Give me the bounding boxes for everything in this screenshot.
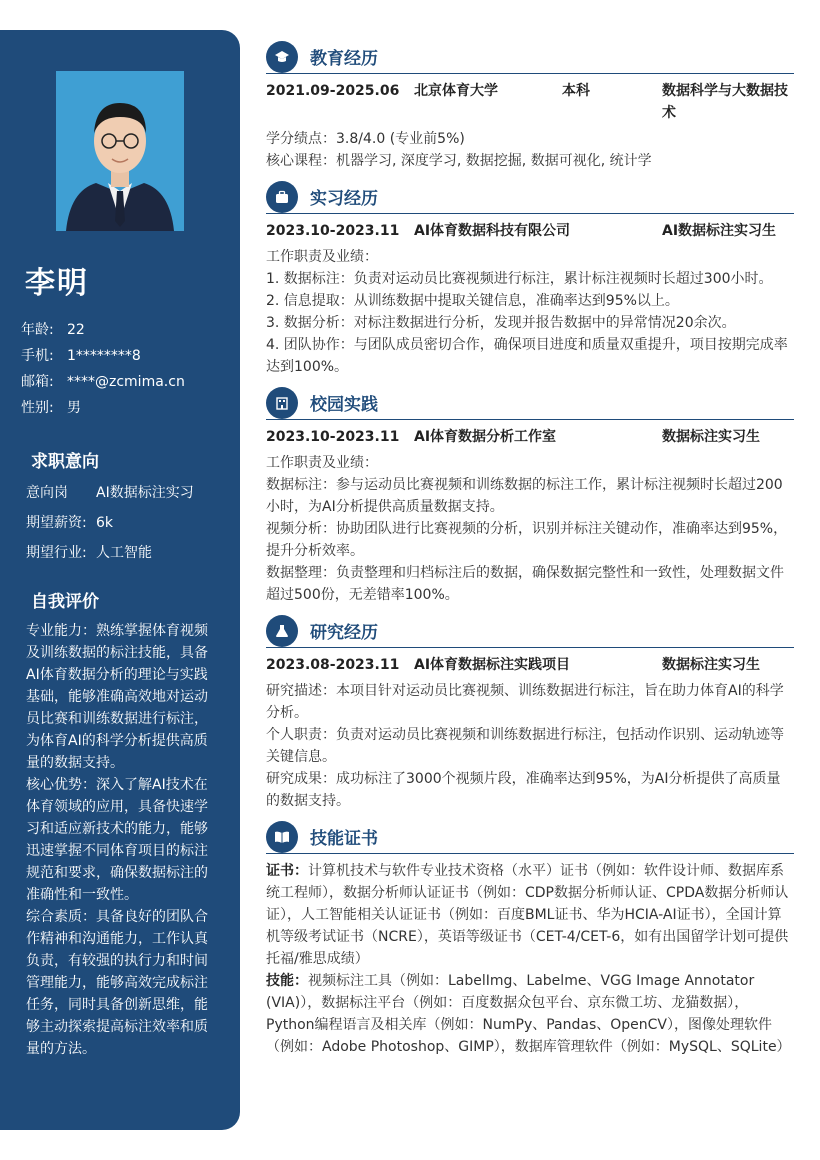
candidate-name: 李明 — [25, 266, 89, 301]
research-section — [266, 614, 794, 812]
basic-info — [21, 320, 185, 424]
main-content — [266, 40, 794, 1058]
job-intent — [26, 483, 194, 573]
info-age: 年龄: 22 — [21, 322, 85, 338]
intent-heading: 求职意向 — [31, 452, 99, 472]
section-title: 校园实践 — [310, 395, 378, 415]
self-eval-paragraph: 综合素质：具备良好的团队合作精神和沟通能力，工作认真负责，有较强的执行力和时间管理能力，能够高效完成标注任务，同时具备创新思维，能够主动探索提高标注效率和质量的方法。 — [26, 909, 208, 1057]
skills-details — [266, 860, 794, 1058]
education-meta: 2021.09-2025.06 北京体育大学 本科 数据科学与大数据技术 — [266, 83, 788, 121]
internship-details: 工作职责及业绩： 1. 数据标注：负责对运动员比赛视频进行标注，累计标注视频时长超过300小时。 2. 信息提取：从训练数据中提取关键信息，准确率达到95%以上。 3. 数据分析：对标注数据进行分析，发现并报告数据中的异常情况20余次。 4. 团队协作：与团队成员密切合作，确保项目进度和质量双重提升，项目按期完成率达到100%。 — [266, 249, 788, 375]
section-header — [266, 180, 794, 214]
section-title: 教育经历 — [310, 49, 378, 69]
campus-meta: 2023.10-2023.11 AI体育数据分析工作室 数据标注实习生 — [266, 429, 760, 445]
section-title: 研究经历 — [310, 623, 378, 643]
sidebar — [0, 30, 240, 1130]
section-title: 实习经历 — [310, 189, 378, 209]
research-meta: 2023.08-2023.11 AI体育数据标注实践项目 数据标注实习生 — [266, 657, 760, 673]
graduation-cap-icon — [266, 41, 298, 73]
self-eval-paragraph: 核心优势：深入了解AI技术在体育领域的应用，具备快速学习和适应新技术的能力，能够迅速掌握不同体育项目的标注规范和要求，确保数据标注的准确性和一致性。 — [26, 777, 208, 903]
skills-section — [266, 820, 794, 1058]
education-section — [266, 40, 794, 172]
self-evaluation — [26, 620, 218, 1060]
self-eval-paragraph: 专业能力：熟练掌握体育视频及训练数据的标注技能，具备AI体育数据分析的理论与实践基础，能够准确高效地对运动员比赛和训练数据进行标注，为体育AI的科学分析提供高质量的数据支持。 — [26, 623, 208, 771]
section-header — [266, 386, 794, 420]
info-phone: 手机: 1********8 — [21, 348, 141, 364]
section-header — [266, 614, 794, 648]
campus-details: 工作职责及业绩： 数据标注：参与运动员比赛视频和训练数据的标注工作，累计标注视频时长超过200小时，为AI分析提供高质量数据支持。 视频分析：协助团队进行比赛视频的分析，识别并标注关键动作，准确率达到95%，提升分析效率。 数据整理：负责整理和归档标注后的数据，确保数据完整性和一致性，处理数据文件超过500份，无差错率100%。 — [266, 455, 788, 603]
building-icon — [266, 387, 298, 419]
profile-photo — [56, 71, 184, 231]
section-header — [266, 820, 794, 854]
research-details: 研究描述：本项目针对运动员比赛视频、训练数据进行标注，旨在助力体育AI的科学分析。 个人职责：负责对运动员比赛视频和训练数据进行标注，包括动作识别、运动轨迹等关键信息。 研究成果：成功标注了3000个视频片段，准确率达到95%，为AI分析提供了高质量的数据支持。 — [266, 683, 784, 809]
section-title: 技能证书 — [310, 829, 378, 849]
campus-section — [266, 386, 794, 606]
certificates: 证书：计算机技术与软件专业技术资格（水平）证书（例如：软件设计师、数据库系统工程师），数据分析师认证证书（例如：CDP数据分析师认证、CPDA数据分析师认证），人工智能相关认证证书（例如：百度BML证书、华为HCIA-AI证书），全国计算机等级考试证书（NCRE），英语等级证书（CET-4/CET-6，如有出国留学计划可提供托福/雅思成绩） — [266, 863, 789, 967]
self-eval-heading: 自我评价 — [31, 592, 99, 612]
internship-section — [266, 180, 794, 378]
flask-icon — [266, 615, 298, 647]
book-icon — [266, 821, 298, 853]
education-details: 学分绩点：3.8/4.0 (专业前5%) 核心课程：机器学习, 深度学习, 数据挖掘, 数据可视化, 统计学 — [266, 131, 652, 169]
intent-position: 意向岗 AI数据标注实习 — [26, 485, 194, 501]
section-header — [266, 40, 794, 74]
skills: 技能：视频标注工具（例如：LabelImg、Labelme、VGG Image Annotator (VIA)），数据标注平台（例如：百度数据众包平台、京东微工坊、龙猫数据），Python编程语言及相关库（例如：NumPy、Pandas、OpenCV），图像处理软件（例如：Adobe Photoshop、GIMP），数据库管理软件（例如：MySQL、SQLite） — [266, 973, 791, 1055]
intent-industry: 期望行业: 人工智能 — [26, 545, 152, 561]
briefcase-icon — [266, 181, 298, 213]
info-gender: 性别: 男 — [21, 400, 81, 416]
internship-meta: 2023.10-2023.11 AI体育数据科技有限公司 AI数据标注实习生 — [266, 223, 777, 239]
info-email: 邮箱: ****@zcmima.cn — [21, 374, 185, 390]
intent-salary: 期望薪资: 6k — [26, 515, 114, 531]
